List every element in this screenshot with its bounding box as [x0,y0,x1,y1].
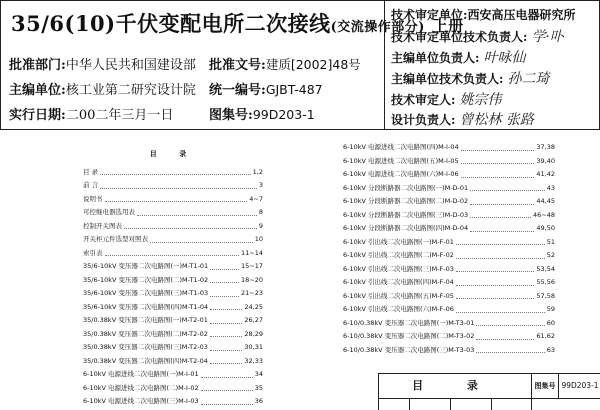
toc-entry [343,222,555,236]
toc-leader [124,220,257,230]
toc-leader [201,395,253,405]
toc-entry-title: 6-10kV 电源进线二次电路图(二)M-I-02 [83,383,199,392]
toc-entry-page: 9 [258,221,263,230]
toc-entry [343,290,555,304]
toc-leader [461,141,535,151]
toc-entry-title: 6-10/0.38kV 变压器二次电路图(三)M-T3-03 [343,345,475,354]
toc-entry-page: 63 [546,345,555,354]
toc-entry-page: 59 [546,305,555,313]
toc-entry-title: 控制开关图表 [83,221,122,230]
toc-entry [83,314,263,328]
title-block-cell [410,399,451,410]
toc-entry-title: 6-10kV 电源进线二次电路图(五)M-I-05 [343,156,459,165]
toc-entry-title: 35/0.38kV 变压器二次电路图(一)M-T2-01 [83,316,208,324]
toc-entry [343,141,555,155]
toc-entry-page: 37,38 [536,143,555,151]
toc-leader [210,260,239,270]
toc-entry-page: 28,29 [244,329,263,338]
toc-left-column [83,148,263,409]
toc-entry-page: 39,40 [536,156,555,165]
toc-entry-page: 1,2 [252,167,263,176]
toc-entry-page: 4~7 [249,194,263,203]
toc-entry [343,263,555,277]
toc-entry-title: 35/0.38kV 变压器二次电路图(四)M-T2-04 [83,356,208,365]
toc-entry-title: 6-10kV 引出线二次电路图(二)M-F-02 [343,251,454,259]
signature: 学·卟 [531,29,564,45]
toc-entry [83,274,263,288]
toc-leader [470,209,531,219]
toc-entry [343,276,555,290]
toc-entry [83,206,263,220]
toc-entry [343,303,555,317]
toc-leader [105,193,248,203]
effective-date-row: 实行日期:二00二年三月一日 [9,108,174,123]
toc-entry-title: 6-10kV 电源进线二次电路图(三)M-I-03 [83,397,199,405]
toc-leader [210,341,243,351]
atlas-no-row: 图集号:99D203-1 [209,107,315,123]
toc-entry-title: 35/6-10kV 变压器二次电路图(一)M-T1-01 [83,262,209,270]
toc-entry-page: 32,33 [244,356,263,365]
toc-leader [476,317,544,327]
toc-entry-title: 索引表 [83,248,103,257]
title-block [378,373,600,410]
toc-entry [83,220,263,234]
title-block-atlas-label: 图集号 [532,374,559,399]
toc-entry-title: 开关柜元件选型对照表 [83,235,148,243]
toc-entry-title: 35/6-10kV 变压器二次电路图(二)M-T1-02 [83,275,209,284]
editor-head: 主编单位负责人: 叶咏仙 [391,50,526,66]
toc-leader [456,276,534,286]
toc-entry-title: 6-10kV 分段断路器二次电路图(四)M-D-04 [343,224,469,232]
toc-leader [470,182,545,192]
toc-leader [210,274,239,284]
signature: 曾松林 张路 [459,112,534,128]
toc-entry-title: 6-10kV 引出线二次电路图(三)M-F-03 [343,264,454,273]
toc-entry [83,355,263,369]
toc-entry [343,344,555,358]
toc-leader [456,303,545,313]
toc-entry-title: 6-10kV 分段断路器二次电路图(二)M-D-02 [343,197,469,205]
toc-leader [476,330,534,340]
toc-entry-page: 57,58 [536,291,555,300]
toc-leader [100,166,251,176]
toc-entry [83,179,263,193]
toc-leader [105,247,240,257]
toc-entry-page: 46~48 [533,210,555,219]
toc-entry [83,166,263,180]
toc-entry [83,341,263,355]
toc-entry [343,236,555,250]
toc-entry-title: 6-10kV 分段断路器二次电路图(一)M-D-01 [343,183,469,192]
toc-entry-title: 目 录 [83,167,99,176]
review-unit: 技术审定单位:西安高压电器研究所 [391,8,576,22]
toc-entry [343,155,555,169]
review-tech-lead: 技术审定单位技术负责人: 学·卟 [391,29,564,45]
toc-entry-title: 说明书 [83,194,103,203]
title-subtitle: (交流操作部分) [330,20,425,35]
toc-entry-title: 6-10/0.38kV 变压器二次电路图(二)M-T3-02 [343,332,475,340]
toc-entry-title: 6-10kV 电源进线二次电路图(一)M-I-01 [83,370,199,378]
toc-entry [83,395,263,409]
toc-entry [83,193,263,207]
toc-entry-page: 49,50 [536,224,555,232]
title-block-cell [451,399,492,410]
toc-leader [461,155,535,165]
toc-entry-page: 3 [258,181,263,189]
toc-entry-page: 43 [546,183,555,192]
toc-entry [343,209,555,223]
title-block-cell [379,399,410,410]
toc-entry-title: 6-10kV 引出线二次电路图(四)M-F-04 [343,278,454,286]
toc-leader [201,368,253,378]
toc-leader [456,263,534,273]
toc-leader [456,249,545,259]
approval-no-row: 批准文号:建质[2002]48号 [209,57,361,73]
toc-entry-title: 6-10/0.38kV 变压器二次电路图(一)M-T3-01 [343,318,475,327]
toc-leader [100,179,257,189]
toc-entry [343,317,555,331]
title-volume: 上册 [432,17,464,35]
title-main: 35/6(10)千伏变配电所二次接线 [11,11,331,36]
toc-entry-page: 55,56 [536,278,555,286]
toc-entry-title: 35/6-10kV 变压器二次电路图(三)M-T1-03 [83,289,209,297]
toc-leader [210,328,243,338]
review-block [385,1,599,129]
toc-entry-page: 18~20 [241,275,263,284]
header-block [0,0,600,130]
toc-entry-page: 35 [254,383,263,392]
toc-leader [476,344,544,354]
toc-entry-page: 24,25 [244,302,263,311]
toc-entry-title: 6-10kV 电源进线二次电路图(四)M-I-04 [343,143,459,151]
title-block-atlas-no: 99D203-1 [559,374,600,399]
unified-no-row: 统一编号:GJBT-487 [209,82,323,98]
toc-leader [201,382,253,392]
toc-entry-page: 41,42 [536,170,555,178]
toc-entry [83,247,263,261]
toc-entry [83,382,263,396]
toc-entry-title: 35/6-10kV 变压器二次电路图(四)M-T1-04 [83,302,209,311]
toc-entry [343,330,555,344]
toc-entry-page: 15~17 [241,262,263,270]
toc-entry-page: 11~14 [241,248,263,257]
toc-entry-page: 60 [546,318,555,327]
toc-entry-page: 61,62 [536,332,555,340]
signature: 姚宗伟 [459,92,502,108]
toc-leader [456,290,534,300]
signature: 孙二琦 [507,71,550,87]
toc-entry-page: 51 [546,237,555,246]
toc-entry [83,328,263,342]
toc-entry [83,260,263,274]
toc-entry-title: 可控继电器选用表 [83,208,135,216]
toc-leader [210,287,239,297]
toc-entry-title: 35/0.38kV 变压器二次电路图(三)M-T2-03 [83,343,208,351]
toc-entry-title: 6-10kV 电源进线二次电路图(六)M-I-06 [343,170,459,178]
tech-reviewer: 技术审定人: 姚宗伟 [391,92,502,108]
toc-entry [343,168,555,182]
toc-leader [137,206,257,216]
editor-tech-lead: 主编单位技术负责人: 孙二琦 [391,71,550,87]
toc-entry-title: 6-10kV 分段断路器二次电路图(三)M-D-03 [343,210,469,219]
toc-entry [83,368,263,382]
toc-leader [150,233,253,243]
toc-heading: 目 录 [149,150,197,158]
toc-entry-title: 35/0.38kV 变压器二次电路图(二)M-T2-02 [83,329,208,338]
toc-entry-page: 26,27 [244,316,263,324]
toc-entry-page: 21~23 [241,289,263,297]
toc-leader [470,222,534,232]
toc-entry-page: 53,54 [536,264,555,273]
toc-entry-page: 30,31 [244,343,263,351]
toc-entry [83,233,263,247]
editor-unit-row: 主编单位:核工业第二研究设计院 [9,83,196,98]
toc-entry-title: 6-10kV 引出线二次电路图(六)M-F-06 [343,305,454,313]
title-block-title: 目 录 [379,374,532,399]
toc-leader [456,236,545,246]
toc-entry-page: 36 [254,397,263,405]
title-block-cell [492,399,532,410]
toc-entry [83,301,263,315]
design-lead: 设计负责人: 曾松林 张路 [391,112,534,128]
toc-leader [461,168,535,178]
toc-entry-page: 10 [254,235,263,243]
signature: 叶咏仙 [483,50,526,66]
toc-entry-page: 52 [546,251,555,259]
toc-leader [470,195,534,205]
toc-entry-page: 44,45 [536,197,555,205]
toc-entry [343,249,555,263]
toc-entry-title: 前 言 [83,181,99,189]
toc-entry [343,182,555,196]
toc-entry [343,195,555,209]
toc-right-column [343,141,555,357]
toc-entry-page: 34 [254,370,263,378]
toc-entry [83,287,263,301]
approval-dept-row: 批准部门:中华人民共和国建设部 [9,58,196,73]
toc-entry-title: 6-10kV 引出线二次电路图(五)M-F-05 [343,291,454,300]
toc-entry-page: 8 [258,208,263,216]
toc-leader [210,355,243,365]
toc-entry-title: 6-10kV 引出线二次电路图(一)M-F-01 [343,237,454,246]
toc-leader [210,301,242,311]
toc-leader [210,314,243,324]
